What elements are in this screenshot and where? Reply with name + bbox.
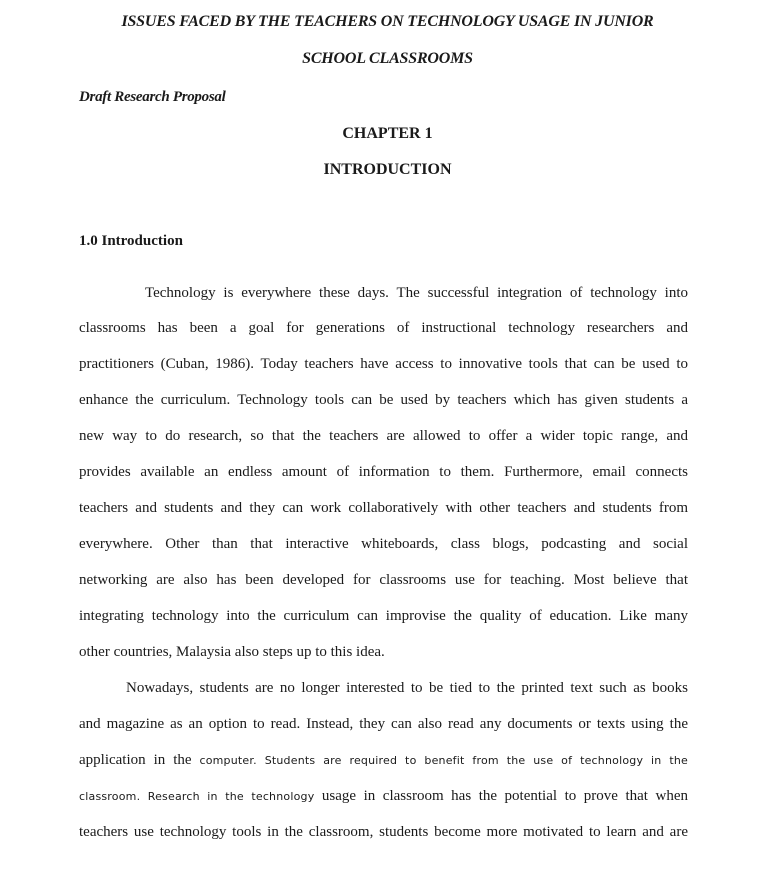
paragraph-1-line: teachers and students and they can work collaboratively with other teachers and students from	[79, 500, 688, 516]
paragraph-2-line-4-serif: usage in classroom has the potential to prove that when	[321, 788, 688, 804]
paragraph-1-line: everywhere. Other than that interactive whiteboards, class blogs, podcasting and social	[79, 536, 688, 552]
paragraph-2-line-mixed	[79, 786, 688, 806]
paragraph-1-line: provides available an endless amount of information to them. Furthermore, email connects	[79, 464, 688, 480]
chapter-label: CHAPTER 1	[342, 125, 433, 142]
paragraph-2-line: and magazine as an option to read. Instead, they can also read any documents or texts using the	[79, 716, 688, 732]
section-heading: 1.0 Introduction	[79, 233, 183, 249]
paragraph-2-line-mixed	[79, 750, 688, 770]
paragraph-1-line: networking are also has been developed for classrooms use for teaching. Most believe that	[79, 572, 688, 588]
paragraph-1-line: new way to do research, so that the teachers are allowed to offer a wider topic range, and	[79, 428, 688, 444]
paragraph-2-line-3-sans: computer. Students are required to benefit from the use of technology in the	[199, 754, 689, 767]
paragraph-2-line: teachers use technology tools in the classroom, students become more motivated to learn and are	[79, 824, 688, 840]
paragraph-2-line: Nowadays, students are no longer interested to be tied to the printed text such as books	[126, 680, 688, 696]
document-subtitle: Draft Research Proposal	[79, 89, 226, 105]
paragraph-1-line: other countries, Malaysia also steps up to this idea.	[79, 644, 385, 660]
chapter-title: INTRODUCTION	[323, 161, 452, 178]
paragraph-1-line: practitioners (Cuban, 1986). Today teachers have access to innovative tools that can be used to	[79, 356, 688, 372]
paragraph-1-line: integrating technology into the curriculum can improvise the quality of education. Like many	[79, 608, 688, 624]
paragraph-1-line: classrooms has been a goal for generations of instructional technology researchers and	[79, 320, 688, 336]
document-title-line-2: SCHOOL CLASSROOMS	[302, 50, 473, 67]
paragraph-2-line-3-serif: application in the	[79, 752, 200, 768]
paragraph-1-line: Technology is everywhere these days. The successful integration of technology into	[145, 285, 688, 301]
document-title-line-1: ISSUES FACED BY THE TEACHERS ON TECHNOLOGY USAGE IN JUNIOR	[121, 13, 654, 30]
paragraph-2-line-4-sans: classroom. Research in the technology	[79, 790, 322, 803]
paragraph-1-line: enhance the curriculum. Technology tools can be used by teachers which has given students a	[79, 392, 688, 408]
